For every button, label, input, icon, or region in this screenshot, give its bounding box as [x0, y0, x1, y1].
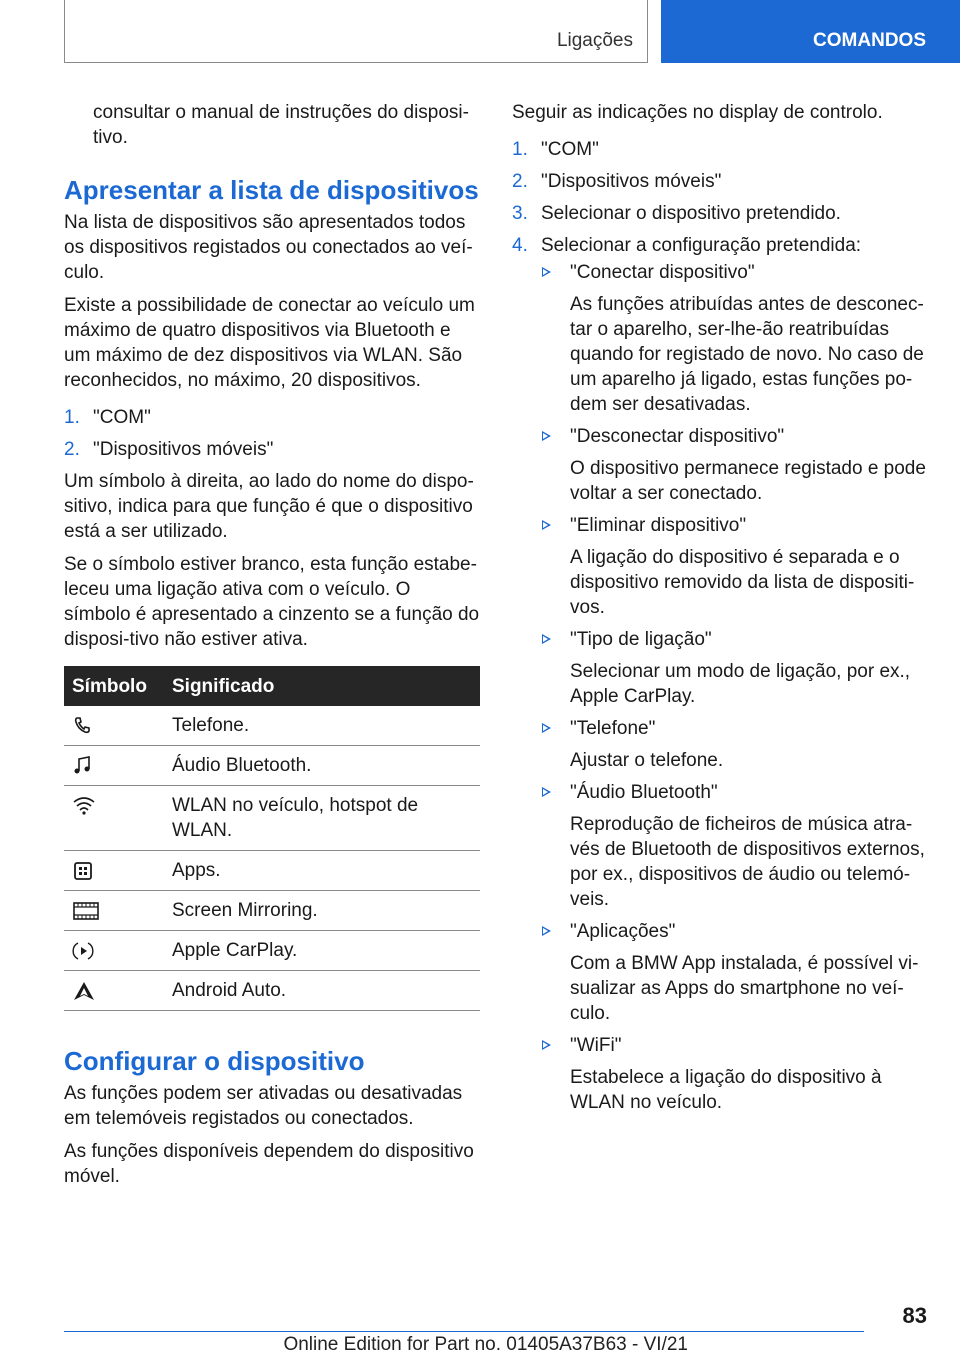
step-number: 2. [512, 171, 528, 192]
step-item [512, 233, 932, 1115]
intro-paragraph: Seguir as indicações no display de controlo. [512, 102, 883, 123]
step-item [512, 137, 932, 162]
step-text: "COM" [93, 407, 151, 428]
android-auto-icon [72, 980, 96, 1002]
option-label: "Eliminar dispositivo" [570, 515, 747, 536]
table-header-row [64, 666, 480, 706]
header-section-tab [64, 0, 648, 63]
bullet-triangle-icon [542, 787, 551, 797]
table-row [64, 746, 480, 786]
phone-icon [72, 715, 94, 737]
footer-divider [64, 1331, 864, 1332]
option-list [512, 260, 932, 1115]
table-cell: WLAN no veículo, hotspot de WLAN. [164, 786, 480, 851]
header-section-title: Ligações [556, 30, 633, 51]
option-description: O dispositivo permanece registado e pode voltar a ser conectado. [570, 458, 926, 504]
table-row [64, 891, 480, 931]
option-item [512, 513, 932, 620]
bullet-triangle-icon [542, 723, 551, 733]
column-header-meaning: Significado [164, 666, 480, 706]
right-column [512, 100, 932, 1122]
step-text: "Dispositivos móveis" [93, 439, 274, 460]
screen-mirroring-icon [72, 900, 100, 922]
bullet-triangle-icon [542, 926, 551, 936]
step-item [512, 201, 932, 226]
step-item [64, 405, 480, 430]
step-number: 3. [512, 203, 528, 224]
table-cell: Android Auto. [164, 971, 480, 1011]
step-text: Selecionar o dispositivo pretendido. [541, 203, 841, 224]
option-item [512, 627, 932, 709]
option-description: Selecionar um modo de ligação, por ex., Apple CarPlay. [570, 661, 911, 707]
symbol-table [64, 666, 480, 1011]
option-label: "WiFi" [570, 1035, 622, 1056]
bullet-triangle-icon [542, 634, 551, 644]
bullet-triangle-icon [542, 431, 551, 441]
step-text: "COM" [541, 139, 599, 160]
bullet-triangle-icon [542, 520, 551, 530]
header-chapter-tab [661, 0, 960, 63]
paragraph: As funções podem ser ativadas ou desativadas em telemóveis registados ou conectados. [64, 1083, 463, 1129]
option-item [512, 716, 932, 773]
table-cell: Telefone. [164, 706, 480, 746]
table-row [64, 851, 480, 891]
paragraph: As funções disponíveis dependem do dispositivo móvel. [64, 1141, 474, 1187]
step-number: 4. [512, 235, 528, 256]
step-number: 1. [64, 407, 80, 428]
step-number: 1. [512, 139, 528, 160]
heading-device-list: Apresentar a lista de dispositivos [64, 175, 479, 205]
paragraph: Existe a possibilidade de conectar ao veículo um máximo de quatro dispositivos via Bluetooth e um máximo de dez dispositivos via WLAN. São reconhecidos, no máximo, 20 dispositivos. [64, 295, 475, 391]
option-item [512, 424, 932, 506]
option-label: "Telefone" [570, 718, 656, 739]
footer-edition: Online Edition for Part no. 01405A37B63 - VI/21 [283, 1334, 688, 1355]
table-row [64, 971, 480, 1011]
step-text: "Dispositivos móveis" [541, 171, 722, 192]
column-header-symbol: Símbolo [64, 666, 164, 706]
option-description: Com a BMW App instalada, é possível vi-sualizar as Apps do smartphone no veí-culo. [570, 953, 919, 1024]
option-description: As funções atribuídas antes de desconec-tar o aparelho, ser-lhe-ão reatribuídas quando for registado de novo. No caso de um aparelho já ligado, estas funções po-dem ser desativadas. [570, 294, 924, 415]
bullet-triangle-icon [542, 1040, 551, 1050]
paragraph: Se o símbolo estiver branco, esta função estabe-leceu uma ligação ativa com o veículo. O símbolo é apresentado a cinzento se a função do disposi-tivo não estiver ativa. [64, 554, 480, 650]
paragraph: Na lista de dispositivos são apresentados todos os dispositivos registados ou conectados ao veí-culo. [64, 212, 473, 283]
option-description: Ajustar o telefone. [570, 750, 724, 771]
table-cell: Áudio Bluetooth. [164, 746, 480, 786]
bullet-triangle-icon [542, 267, 551, 277]
table-cell: Screen Mirroring. [164, 891, 480, 931]
table-row [64, 706, 480, 746]
step-list [64, 405, 480, 462]
page-number: 83 [902, 1303, 927, 1328]
option-label: "Desconectar dispositivo" [570, 426, 785, 447]
wifi-icon [72, 795, 96, 817]
table-row [64, 931, 480, 971]
table-row [64, 786, 480, 851]
option-label: "Tipo de ligação" [570, 629, 712, 650]
step-text: Selecionar a configuração pretendida: [541, 235, 862, 256]
option-description: Estabelece a ligação do dispositivo à WLAN no veículo. [570, 1067, 882, 1113]
option-item [512, 260, 932, 417]
continued-text: consultar o manual de instruções do disposi-tivo. [93, 102, 469, 148]
option-description: Reprodução de ficheiros de música atra-vés de Bluetooth de dispositivos externos, por ex., dispositivos de áudio ou telemó-veis. [570, 814, 925, 910]
table-cell: Apps. [164, 851, 480, 891]
step-list [512, 137, 932, 1115]
table-cell: Apple CarPlay. [164, 931, 480, 971]
left-column [64, 100, 480, 1197]
heading-configure-device: Configurar o dispositivo [64, 1046, 365, 1076]
option-description: A ligação do dispositivo é separada e o dispositivo removido da lista de dispositi-vos. [570, 547, 915, 618]
step-item [64, 437, 480, 462]
header-chapter-title: COMANDOS [813, 30, 926, 51]
step-number: 2. [64, 439, 80, 460]
apps-icon [72, 860, 94, 882]
option-label: "Conectar dispositivo" [570, 262, 755, 283]
option-item [512, 919, 932, 1026]
music-note-icon [72, 755, 94, 777]
option-label: "Áudio Bluetooth" [570, 782, 718, 803]
option-label: "Aplicações" [570, 921, 676, 942]
carplay-icon [72, 940, 94, 962]
option-item [512, 1033, 932, 1115]
paragraph: Um símbolo à direita, ao lado do nome do dispo-sitivo, indica para que função é que o dispositivo está a ser utilizado. [64, 471, 474, 542]
step-item [512, 169, 932, 194]
option-item [512, 780, 932, 912]
